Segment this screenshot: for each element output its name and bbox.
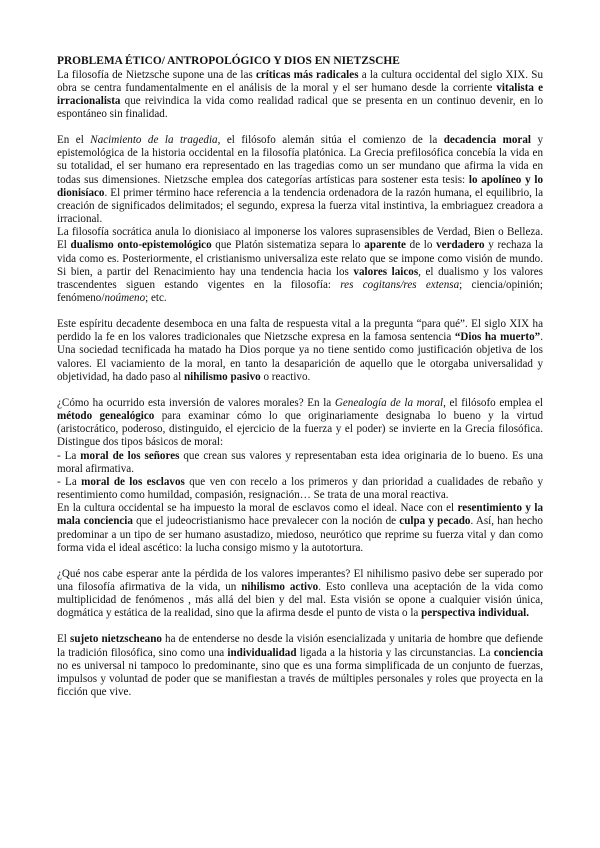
bold-text: nihilismo pasivo bbox=[183, 370, 261, 383]
text-run: El bbox=[57, 633, 71, 646]
text-run: de lo bbox=[405, 239, 437, 252]
bold-text: dualismo onto-epistemológico bbox=[70, 239, 212, 252]
text-run: ¿Qué nos cabe esperar ante la pérdida de los valores imperantes? El nihilismo pasivo debe ser superado por una filosofía afirmativa de la vida, un bbox=[57, 567, 543, 593]
spacer bbox=[57, 305, 543, 318]
text-run: que el judeocristianismo hace prevalecer con la noción de bbox=[132, 515, 400, 528]
text-run: ¿Cómo ha ocurrido esta inversión de valores morales? En la bbox=[57, 396, 335, 409]
paragraph-socratic bbox=[57, 226, 543, 305]
spacer bbox=[57, 384, 543, 397]
paragraph-resentment bbox=[57, 502, 543, 555]
list-item-master-morality bbox=[57, 450, 543, 476]
text-run: . Una sociedad tecnificada ha matado ha Dios porque ya no tiene sentido como justificación objetiva de los valores. El vaciamiento de la moral, en tanto la desaparición de aquello que le otorgaba universalidad y objetividad, ha dado paso al bbox=[57, 331, 543, 383]
bold-text: individualidad bbox=[227, 646, 297, 659]
paragraph-tragedy bbox=[57, 134, 543, 226]
paragraph-genealogy bbox=[57, 397, 543, 450]
bold-text: culpa y pecado bbox=[399, 515, 471, 528]
bold-text: decadencia moral bbox=[443, 134, 531, 147]
text-run: La filosofía de Nietzsche supone una de las bbox=[57, 68, 256, 81]
text-run: y rechaza la vida como es. Posteriormente, el cristianismo universaliza este relato que se impone como visión de mundo. Si bien, a partir del Renacimiento hay una tendencia hacia los bbox=[57, 239, 543, 278]
paragraph-intro bbox=[57, 69, 543, 122]
list-item-slave-morality bbox=[57, 476, 543, 502]
text-run: que Platón sistematiza separa lo bbox=[211, 239, 365, 252]
text-run: . Así, han hecho predominar a un tipo de ser humano asustadizo, miedoso, neurótico que reprime su fuerza vital y dan como forma vida el ideal ascético: la lucha consigo mismo y la autotortura. bbox=[57, 515, 543, 554]
text-run: La filosofía socrática anula lo dionisiaco al imponerse los valores suprasensibles de Verdad, Bien o Belleza. El bbox=[57, 226, 543, 252]
bold-text: críticas más radicales bbox=[255, 68, 359, 81]
italic-text: Genealogía de la moral bbox=[334, 396, 444, 409]
text-run: Este espíritu decadente desemboca en una falta de respuesta vital a la pregunta “para qué”. El siglo XIX ha perdido la fe en los valores tradicionales que Nietzsche expresa en la famosa sentencia bbox=[57, 318, 543, 344]
bold-text: perspectiva individual. bbox=[421, 607, 529, 620]
bold-text: “Dios ha muerto” bbox=[454, 331, 541, 344]
bold-text: vitalista e irracionalista bbox=[57, 81, 543, 107]
text-run: - La bbox=[57, 475, 82, 488]
paragraph-subject bbox=[57, 633, 543, 699]
document-page bbox=[57, 55, 543, 699]
document-title: PROBLEMA ÉTICO/ ANTROPOLÓGICO Y DIOS EN NIETZSCHE bbox=[57, 55, 400, 67]
paragraph-god-is-dead bbox=[57, 318, 543, 384]
text-run: ; etc. bbox=[145, 292, 167, 304]
text-run: que crean sus valores y representaban esta idea originaria de lo bueno. Es una moral afirmativa. bbox=[57, 449, 543, 475]
bold-text: resentimiento y la mala conciencia bbox=[57, 502, 544, 528]
bold-text: aparente bbox=[364, 239, 406, 252]
text-run: ligada a la historia y las circunstancias. La bbox=[296, 646, 494, 659]
bold-text: valores laicos bbox=[353, 265, 419, 278]
italic-text: res cogitans/res extensa bbox=[340, 278, 460, 291]
paragraph-active-nihilism bbox=[57, 568, 543, 621]
bold-text: lo apolíneo y lo dionisíaco bbox=[57, 173, 543, 199]
text-run: . El primer término hace referencia a la tendencia ordenadora de la razón humana, el equilibrio, la creación de significados delimitados; el segundo, expresa la fuerza vital instintiva, la embriaguez creadora a irracional. bbox=[57, 186, 543, 226]
text-run: y epistemológica de la historia occidental en la filosofía platónica. La Grecia prefilosófica concebía la vida en su totalidad, el ser humano era representado en las tragedias como un ser mundano que afirma la vida en todas sus dimensiones. Nietzsche emplea dos categorías artísticas para sostener esta tesis: bbox=[57, 134, 543, 186]
text-run: ha de entenderse no desde la visión esencializada y unitaria de hombre que defiende la tradición filosófica, sino como una bbox=[57, 633, 543, 659]
bold-text: moral de los señores bbox=[80, 449, 180, 462]
bold-text: nihilismo activo bbox=[241, 580, 319, 593]
bold-text: método genealógico bbox=[57, 410, 155, 423]
italic-text: Nacimiento de la tragedia bbox=[90, 134, 218, 147]
bold-text: sujeto nietzscheano bbox=[70, 633, 162, 646]
text-run: En el bbox=[57, 134, 91, 147]
spacer bbox=[57, 555, 543, 568]
text-run: o reactivo. bbox=[260, 370, 311, 383]
spacer bbox=[57, 121, 543, 134]
text-run: . Esto conlleva una aceptación de la vida como multiplicidad de fenómenos , más allá del bien y del mal. Esta visión se opone a cualquier visión única, dogmática y estática de la realidad, sino que la afirma desde el punto de vista o la bbox=[57, 580, 543, 620]
bold-text: moral de los esclavos bbox=[81, 475, 185, 488]
text-run: - La bbox=[57, 449, 81, 462]
bold-text: conciencia bbox=[493, 646, 544, 659]
text-run: , el dualismo y los valores trascendentes siguen estando vigentes en la filosofía: bbox=[57, 265, 543, 291]
text-run: que reivindica la vida como realidad radical que se presenta en un continuo devenir, en lo espontáneo sin finalidad. bbox=[57, 94, 543, 120]
text-run: no es universal ni tampoco lo predominante, sino que es una forma simplificada de un conjunto de fuerzas, impulsos y voluntad de poder que se manifiestan a través de múltiples personales y roles que proyecta en la ficción que vive. bbox=[57, 659, 543, 699]
text-run: para examinar cómo lo que originariamente designaba lo bueno y la virtud (aristocrático, poderoso, distinguido, el ejercicio de la fuerza y el poder) se invierte en la Grecia filosófica. Distingue dos tipos básicos de moral: bbox=[57, 410, 543, 449]
bold-text: verdadero bbox=[436, 239, 485, 252]
spacer bbox=[57, 620, 543, 633]
text-run: ; ciencia/opinión; fenómeno/ bbox=[57, 278, 544, 304]
text-run: que ven con recelo a los primeros y dan prioridad a cualidades de rebaño y resentimiento como humildad, compasión, resignación… Se trata de una moral reactiva. bbox=[57, 475, 543, 502]
text-run: , el filósofo alemán sitúa el comienzo de la bbox=[217, 134, 444, 147]
text-run: a la cultura occidental del siglo XIX. Su obra se centra fundamentalmente en el análisis de la moral y el ser humano desde la corriente bbox=[57, 68, 543, 94]
text-run: En la cultura occidental se ha impuesto la moral de esclavos como el ideal. Nace con el bbox=[57, 502, 458, 515]
italic-text: noúmeno bbox=[104, 292, 146, 304]
text-run: , el filósofo emplea el bbox=[443, 396, 544, 409]
